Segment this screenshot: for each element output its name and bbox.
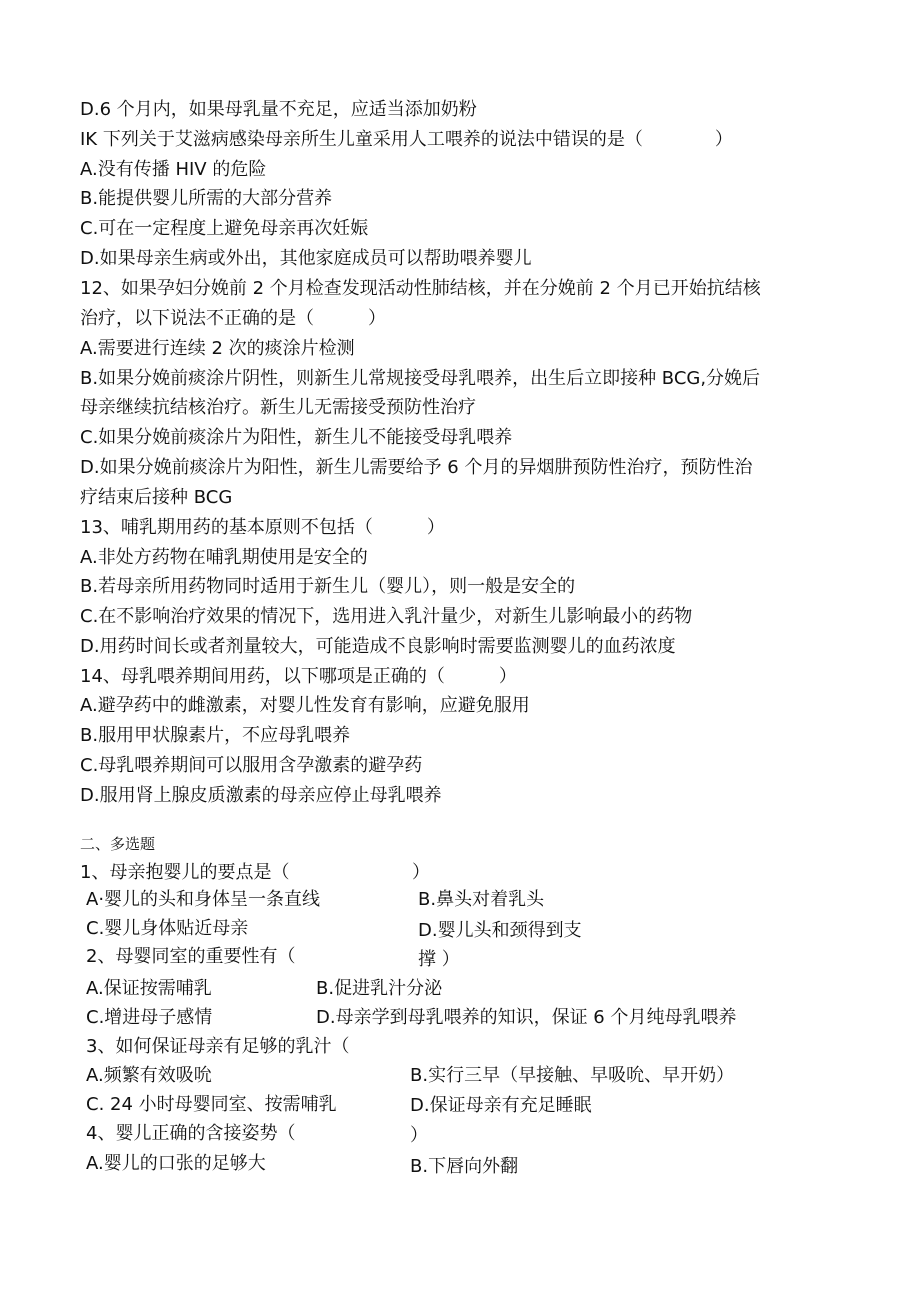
option-line-cont: 疗结束后接种 BCG (80, 487, 233, 508)
option-line: C.在不影响治疗效果的情况下，选用进入乳汁量少，对新生儿影响最小的药物 (80, 606, 693, 627)
mc-question-4-close: ） (410, 1125, 428, 1146)
mc-option: B.实行三早（早接触、早吸吮、早开奶） (410, 1065, 735, 1086)
option-line: A.避孕药中的雌激素，对婴儿性发育有影响，应避免服用 (80, 695, 530, 716)
mc-question-1-close: ） (412, 862, 430, 883)
mc-option: B.促进乳汁分泌 (316, 978, 443, 999)
mc-option: D.保证母亲有充足睡眠 (410, 1095, 592, 1116)
mc-question-4: 4、婴儿正确的含接姿势（ (86, 1123, 296, 1144)
option-line: D.用药时间长或者剂量较大，可能造成不良影响时需要监测婴儿的血药浓度 (80, 636, 676, 657)
question-12-cont: 治疗，以下说法不正确的是（ ） (80, 308, 386, 329)
option-line: C.可在一定程度上避免母亲再次妊娠 (80, 218, 369, 239)
section-title: 二、多选题 (80, 835, 156, 853)
option-line: D.如果分娩前痰涂片为阳性，新生儿需要给予 6 个月的异烟肼预防性治疗，预防性治 (80, 457, 753, 478)
mc-option: A.保证按需哺乳 (86, 978, 212, 999)
mc-question-1: 1、母亲抱婴儿的要点是（ (80, 862, 290, 883)
option-line: D.服用肾上腺皮质激素的母亲应停止母乳喂养 (80, 785, 442, 806)
mc-question-3: 3、如何保证母亲有足够的乳汁（ (86, 1036, 350, 1057)
option-line: A.需要进行连续 2 次的痰涂片检测 (80, 338, 355, 359)
text-line: D.6 个月内，如果母乳量不充足，应适当添加奶粉 (80, 99, 477, 120)
question-11: IK 下列关于艾滋病感染母亲所生儿童采用人工喂养的说法中错误的是（ ） (80, 129, 733, 150)
mc-option: C.婴儿身体贴近母亲 (86, 918, 249, 939)
option-line: D.如果母亲生病或外出，其他家庭成员可以帮助喂养婴儿 (80, 248, 532, 269)
mc-option: C. 24 小时母婴同室、按需哺乳 (86, 1094, 337, 1115)
option-line-cont: 母亲继续抗结核治疗。新生儿无需接受预防性治疗 (80, 397, 476, 418)
mc-option: B.下唇向外翻 (410, 1156, 519, 1177)
mc-option: C.增进母子感情 (86, 1007, 213, 1028)
option-line: C.母乳喂养期间可以服用含孕激素的避孕药 (80, 755, 423, 776)
option-line: C.如果分娩前痰涂片为阳性，新生儿不能接受母乳喂养 (80, 427, 513, 448)
question-13: 13、哺乳期用药的基本原则不包括（ ） (80, 517, 445, 538)
option-line: B.如果分娩前痰涂片阴性，则新生儿常规接受母乳喂养，出生后立即接种 BCG,分娩后 (80, 368, 761, 389)
question-12: 12、如果孕妇分娩前 2 个月检查发现活动性肺结核，并在分娩前 2 个月已开始抗结核 (80, 278, 761, 299)
mc-option: B.鼻头对着乳头 (418, 889, 545, 910)
question-14: 14、母乳喂养期间用药，以下哪项是正确的（ ） (80, 666, 517, 687)
option-line: A.没有传播 HIV 的危险 (80, 159, 267, 180)
mc-option: A.频繁有效吸吮 (86, 1065, 212, 1086)
option-line: B.若母亲所用药物同时适用于新生儿（婴儿），则一般是安全的 (80, 576, 576, 597)
option-line: B.能提供婴儿所需的大部分营养 (80, 188, 333, 209)
option-line: A.非处方药物在哺乳期使用是安全的 (80, 547, 368, 568)
mc-option: D.母亲学到母乳喂养的知识，保证 6 个月纯母乳喂养 (316, 1007, 737, 1028)
option-line: B.服用甲状腺素片，不应母乳喂养 (80, 725, 351, 746)
mc-option: A.婴儿的口张的足够大 (86, 1153, 266, 1174)
mc-option-cont: 撑 ） (418, 949, 460, 970)
mc-option: A·婴儿的头和身体呈一条直线 (86, 889, 321, 910)
mc-option: D.婴儿头和颈得到支 (418, 920, 582, 941)
mc-question-2: 2、母婴同室的重要性有（ (86, 946, 296, 967)
